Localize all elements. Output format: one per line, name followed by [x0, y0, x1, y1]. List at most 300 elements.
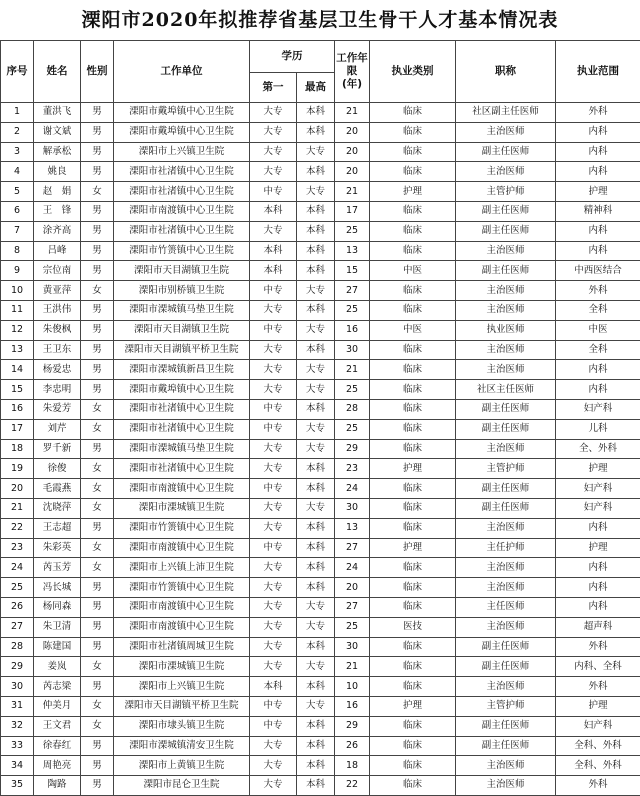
cell-gender: 男 — [81, 578, 114, 598]
cell-seq: 15 — [1, 380, 34, 400]
cell-title: 主治医师 — [456, 578, 556, 598]
cell-scope: 内科 — [556, 518, 640, 538]
cell-unit: 溧阳市天目湖镇平桥卫生院 — [114, 340, 250, 360]
cell-unit: 溧阳市戴埠镇中心卫生院 — [114, 380, 250, 400]
cell-seq: 5 — [1, 182, 34, 202]
cell-gender: 女 — [81, 696, 114, 716]
cell-edu-highest: 本科 — [297, 716, 335, 736]
cell-name: 涂齐高 — [34, 221, 81, 241]
cell-name: 徐春红 — [34, 736, 81, 756]
cell-scope: 内科 — [556, 578, 640, 598]
cell-category: 临床 — [370, 439, 456, 459]
cell-edu-first: 中专 — [250, 419, 297, 439]
cell-title: 主管护师 — [456, 696, 556, 716]
cell-edu-first: 本科 — [250, 677, 297, 697]
cell-seq: 8 — [1, 241, 34, 261]
cell-edu-first: 中专 — [250, 399, 297, 419]
cell-seq: 22 — [1, 518, 34, 538]
cell-name: 宗位南 — [34, 261, 81, 281]
cell-edu-highest: 本科 — [297, 261, 335, 281]
cell-edu-first: 大专 — [250, 103, 297, 123]
table-row — [1, 399, 640, 419]
cell-name: 徐俊 — [34, 459, 81, 479]
cell-title: 副主任医师 — [456, 736, 556, 756]
table-row — [1, 122, 640, 142]
cell-years: 21 — [335, 360, 370, 380]
header-edu-highest: 最高 — [297, 73, 335, 103]
cell-years: 27 — [335, 597, 370, 617]
cell-edu-first: 大专 — [250, 657, 297, 677]
cell-edu-highest: 本科 — [297, 399, 335, 419]
cell-edu-first: 大专 — [250, 756, 297, 776]
table-row — [1, 498, 640, 518]
cell-edu-highest: 本科 — [297, 201, 335, 221]
cell-scope: 护理 — [556, 459, 640, 479]
cell-gender: 女 — [81, 182, 114, 202]
cell-unit: 溧阳市溧城镇马垫卫生院 — [114, 439, 250, 459]
cell-gender: 男 — [81, 360, 114, 380]
table-row — [1, 617, 640, 637]
cell-scope: 内科 — [556, 558, 640, 578]
table-row — [1, 578, 640, 598]
cell-gender: 男 — [81, 320, 114, 340]
cell-title: 主治医师 — [456, 677, 556, 697]
cell-edu-highest: 本科 — [297, 756, 335, 776]
cell-gender: 女 — [81, 281, 114, 301]
cell-scope: 护理 — [556, 538, 640, 558]
cell-title: 主治医师 — [456, 122, 556, 142]
cell-edu-first: 本科 — [250, 261, 297, 281]
cell-gender: 女 — [81, 479, 114, 499]
cell-title: 副主任医师 — [456, 498, 556, 518]
cell-gender: 男 — [81, 103, 114, 123]
cell-edu-highest: 本科 — [297, 538, 335, 558]
cell-gender: 男 — [81, 756, 114, 776]
cell-category: 临床 — [370, 756, 456, 776]
cell-edu-highest: 本科 — [297, 103, 335, 123]
cell-gender: 男 — [81, 736, 114, 756]
cell-seq: 26 — [1, 597, 34, 617]
cell-seq: 31 — [1, 696, 34, 716]
cell-seq: 7 — [1, 221, 34, 241]
cell-edu-highest: 本科 — [297, 736, 335, 756]
cell-title: 主治医师 — [456, 162, 556, 182]
cell-years: 21 — [335, 103, 370, 123]
cell-seq: 1 — [1, 103, 34, 123]
cell-unit: 溧阳市昆仑卫生院 — [114, 776, 250, 796]
cell-edu-first: 大专 — [250, 162, 297, 182]
cell-gender: 男 — [81, 261, 114, 281]
cell-seq: 35 — [1, 776, 34, 796]
cell-edu-first: 大专 — [250, 518, 297, 538]
cell-scope: 内科 — [556, 597, 640, 617]
cell-name: 黄亚萍 — [34, 281, 81, 301]
cell-edu-highest: 本科 — [297, 479, 335, 499]
cell-scope: 内科、全科 — [556, 657, 640, 677]
cell-seq: 17 — [1, 419, 34, 439]
cell-years: 22 — [335, 776, 370, 796]
cell-category: 临床 — [370, 360, 456, 380]
cell-unit: 溧阳市上兴镇上沛卫生院 — [114, 558, 250, 578]
header-years-line1: 工作年 — [336, 52, 368, 64]
cell-gender: 男 — [81, 300, 114, 320]
cell-edu-highest: 本科 — [297, 518, 335, 538]
cell-name: 王志超 — [34, 518, 81, 538]
cell-edu-first: 大专 — [250, 459, 297, 479]
cell-years: 21 — [335, 182, 370, 202]
cell-edu-first: 大专 — [250, 637, 297, 657]
cell-scope: 妇产科 — [556, 716, 640, 736]
cell-name: 王 锋 — [34, 201, 81, 221]
cell-seq: 30 — [1, 677, 34, 697]
cell-category: 临床 — [370, 736, 456, 756]
cell-category: 临床 — [370, 162, 456, 182]
table-row — [1, 142, 640, 162]
cell-edu-first: 大专 — [250, 340, 297, 360]
table-row — [1, 637, 640, 657]
cell-seq: 10 — [1, 281, 34, 301]
cell-edu-first: 大专 — [250, 617, 297, 637]
cell-edu-first: 本科 — [250, 201, 297, 221]
cell-seq: 20 — [1, 479, 34, 499]
cell-name: 董洪飞 — [34, 103, 81, 123]
cell-gender: 男 — [81, 439, 114, 459]
cell-scope: 内科 — [556, 241, 640, 261]
header-category: 执业类别 — [370, 41, 456, 103]
cell-unit: 溧阳市上黄镇卫生院 — [114, 756, 250, 776]
cell-edu-highest: 本科 — [297, 578, 335, 598]
cell-title: 主管护师 — [456, 182, 556, 202]
cell-years: 21 — [335, 657, 370, 677]
cell-name: 朱卫清 — [34, 617, 81, 637]
cell-seq: 28 — [1, 637, 34, 657]
cell-unit: 溧阳市别桥镇卫生院 — [114, 281, 250, 301]
cell-scope: 内科 — [556, 360, 640, 380]
cell-category: 临床 — [370, 479, 456, 499]
cell-category: 中医 — [370, 261, 456, 281]
cell-seq: 6 — [1, 201, 34, 221]
cell-unit: 溧阳市社渚镇中心卫生院 — [114, 221, 250, 241]
cell-gender: 女 — [81, 538, 114, 558]
cell-category: 临床 — [370, 300, 456, 320]
cell-title: 主治医师 — [456, 360, 556, 380]
cell-category: 护理 — [370, 459, 456, 479]
table-row — [1, 479, 640, 499]
cell-edu-highest: 大专 — [297, 281, 335, 301]
cell-edu-highest: 大专 — [297, 182, 335, 202]
cell-years: 29 — [335, 716, 370, 736]
cell-name: 刘芹 — [34, 419, 81, 439]
cell-scope: 全科、外科 — [556, 736, 640, 756]
cell-scope: 全科、外科 — [556, 756, 640, 776]
cell-edu-highest: 本科 — [297, 558, 335, 578]
cell-seq: 27 — [1, 617, 34, 637]
cell-category: 临床 — [370, 142, 456, 162]
cell-title: 主治医师 — [456, 439, 556, 459]
cell-edu-highest: 大专 — [297, 380, 335, 400]
cell-category: 护理 — [370, 538, 456, 558]
cell-years: 23 — [335, 459, 370, 479]
cell-years: 26 — [335, 736, 370, 756]
cell-edu-first: 大专 — [250, 300, 297, 320]
table-row — [1, 459, 640, 479]
cell-unit: 溧阳市溧城镇马垫卫生院 — [114, 300, 250, 320]
cell-seq: 25 — [1, 578, 34, 598]
cell-name: 朱俊枫 — [34, 320, 81, 340]
cell-category: 临床 — [370, 657, 456, 677]
cell-unit: 溧阳市社渚镇周城卫生院 — [114, 637, 250, 657]
table-row — [1, 300, 640, 320]
table-row — [1, 162, 640, 182]
cell-name: 姚良 — [34, 162, 81, 182]
cell-category: 临床 — [370, 419, 456, 439]
cell-edu-highest: 本科 — [297, 122, 335, 142]
cell-years: 28 — [335, 399, 370, 419]
cell-years: 20 — [335, 142, 370, 162]
cell-title: 主任护师 — [456, 538, 556, 558]
cell-unit: 溧阳市社渚镇中心卫生院 — [114, 399, 250, 419]
cell-gender: 女 — [81, 498, 114, 518]
cell-edu-first: 本科 — [250, 241, 297, 261]
cell-years: 25 — [335, 419, 370, 439]
cell-edu-highest: 大专 — [297, 320, 335, 340]
cell-scope: 全科 — [556, 300, 640, 320]
cell-scope: 内科 — [556, 380, 640, 400]
cell-edu-highest: 大专 — [297, 498, 335, 518]
cell-edu-first: 大专 — [250, 122, 297, 142]
cell-name: 仲美月 — [34, 696, 81, 716]
table-row — [1, 221, 640, 241]
cell-edu-highest: 本科 — [297, 221, 335, 241]
cell-unit: 溧阳市戴埠镇中心卫生院 — [114, 122, 250, 142]
cell-gender: 女 — [81, 459, 114, 479]
cell-scope: 外科 — [556, 776, 640, 796]
cell-name: 芮志梁 — [34, 677, 81, 697]
table-row — [1, 201, 640, 221]
header-scope: 执业范围 — [556, 41, 640, 103]
cell-title: 副主任医师 — [456, 201, 556, 221]
cell-gender: 男 — [81, 597, 114, 617]
cell-category: 临床 — [370, 637, 456, 657]
cell-category: 临床 — [370, 241, 456, 261]
cell-years: 24 — [335, 479, 370, 499]
cell-years: 27 — [335, 281, 370, 301]
cell-unit: 溧阳市社渚镇中心卫生院 — [114, 182, 250, 202]
header-gender: 性别 — [81, 41, 114, 103]
cell-seq: 24 — [1, 558, 34, 578]
cell-gender: 男 — [81, 142, 114, 162]
cell-years: 25 — [335, 617, 370, 637]
cell-title: 副主任医师 — [456, 419, 556, 439]
table-row — [1, 538, 640, 558]
table-row — [1, 597, 640, 617]
table-row — [1, 439, 640, 459]
cell-category: 临床 — [370, 380, 456, 400]
table-row — [1, 558, 640, 578]
cell-gender: 男 — [81, 221, 114, 241]
cell-edu-first: 中专 — [250, 182, 297, 202]
cell-edu-first: 中专 — [250, 281, 297, 301]
cell-years: 16 — [335, 320, 370, 340]
cell-edu-highest: 本科 — [297, 241, 335, 261]
cell-category: 护理 — [370, 182, 456, 202]
table-row — [1, 261, 640, 281]
cell-name: 姜岚 — [34, 657, 81, 677]
cell-unit: 溧阳市南渡镇中心卫生院 — [114, 201, 250, 221]
cell-name: 陈建国 — [34, 637, 81, 657]
cell-name: 沈晓萍 — [34, 498, 81, 518]
cell-title: 副主任医师 — [456, 479, 556, 499]
cell-gender: 女 — [81, 399, 114, 419]
cell-gender: 男 — [81, 122, 114, 142]
header-seq: 序号 — [1, 41, 34, 103]
cell-edu-first: 大专 — [250, 776, 297, 796]
cell-title: 主治医师 — [456, 518, 556, 538]
table-row — [1, 518, 640, 538]
cell-unit: 溧阳市竹箦镇中心卫生院 — [114, 578, 250, 598]
cell-edu-first: 中专 — [250, 479, 297, 499]
cell-years: 30 — [335, 498, 370, 518]
cell-years: 13 — [335, 518, 370, 538]
cell-edu-highest: 本科 — [297, 677, 335, 697]
cell-title: 主管护师 — [456, 459, 556, 479]
cell-category: 临床 — [370, 677, 456, 697]
cell-gender: 男 — [81, 776, 114, 796]
cell-name: 谢文斌 — [34, 122, 81, 142]
cell-edu-first: 大专 — [250, 439, 297, 459]
cell-years: 25 — [335, 221, 370, 241]
cell-years: 30 — [335, 637, 370, 657]
cell-scope: 妇产科 — [556, 479, 640, 499]
cell-title: 主治医师 — [456, 617, 556, 637]
cell-edu-first: 大专 — [250, 221, 297, 241]
cell-years: 13 — [335, 241, 370, 261]
cell-name: 王文君 — [34, 716, 81, 736]
cell-unit: 溧阳市天目湖镇卫生院 — [114, 261, 250, 281]
cell-category: 临床 — [370, 399, 456, 419]
cell-name: 王洪伟 — [34, 300, 81, 320]
cell-scope: 护理 — [556, 182, 640, 202]
cell-unit: 溧阳市溧城镇卫生院 — [114, 498, 250, 518]
cell-edu-first: 大专 — [250, 380, 297, 400]
cell-category: 临床 — [370, 103, 456, 123]
cell-gender: 男 — [81, 637, 114, 657]
cell-years: 20 — [335, 122, 370, 142]
cell-seq: 16 — [1, 399, 34, 419]
cell-scope: 外科 — [556, 677, 640, 697]
cell-name: 吕峰 — [34, 241, 81, 261]
cell-title: 副主任医师 — [456, 716, 556, 736]
cell-years: 27 — [335, 538, 370, 558]
cell-gender: 男 — [81, 162, 114, 182]
cell-title: 主任医师 — [456, 597, 556, 617]
cell-years: 10 — [335, 677, 370, 697]
cell-category: 临床 — [370, 498, 456, 518]
cell-gender: 男 — [81, 380, 114, 400]
cell-gender: 女 — [81, 716, 114, 736]
cell-name: 杨同森 — [34, 597, 81, 617]
cell-seq: 33 — [1, 736, 34, 756]
header-years — [335, 41, 370, 103]
cell-seq: 19 — [1, 459, 34, 479]
cell-seq: 23 — [1, 538, 34, 558]
cell-unit: 溧阳市天目湖镇平桥卫生院 — [114, 696, 250, 716]
cell-gender: 男 — [81, 677, 114, 697]
cell-years: 17 — [335, 201, 370, 221]
cell-edu-first: 中专 — [250, 696, 297, 716]
cell-scope: 精神科 — [556, 201, 640, 221]
cell-scope: 内科 — [556, 122, 640, 142]
header-name: 姓名 — [34, 41, 81, 103]
page-title: 溧阳市2020年拟推荐省基层卫生骨干人才基本情况表 — [0, 0, 640, 40]
cell-name: 赵 娟 — [34, 182, 81, 202]
cell-category: 中医 — [370, 320, 456, 340]
table-row — [1, 776, 640, 796]
cell-seq: 21 — [1, 498, 34, 518]
cell-unit: 溧阳市社渚镇中心卫生院 — [114, 162, 250, 182]
header-years-line2: 限 — [347, 65, 358, 77]
cell-unit: 溧阳市南渡镇中心卫生院 — [114, 597, 250, 617]
cell-edu-highest: 大专 — [297, 617, 335, 637]
cell-unit: 溧阳市上兴镇卫生院 — [114, 142, 250, 162]
cell-gender: 女 — [81, 558, 114, 578]
cell-edu-first: 大专 — [250, 498, 297, 518]
cell-edu-first: 中专 — [250, 320, 297, 340]
cell-name: 王卫东 — [34, 340, 81, 360]
table-row — [1, 736, 640, 756]
cell-seq: 3 — [1, 142, 34, 162]
cell-title: 主治医师 — [456, 558, 556, 578]
cell-edu-first: 大专 — [250, 360, 297, 380]
table-row — [1, 340, 640, 360]
cell-scope: 全、外科 — [556, 439, 640, 459]
cell-scope: 妇产科 — [556, 498, 640, 518]
cell-category: 临床 — [370, 281, 456, 301]
cell-years: 15 — [335, 261, 370, 281]
cell-title: 执业医师 — [456, 320, 556, 340]
cell-title: 主治医师 — [456, 300, 556, 320]
cell-seq: 12 — [1, 320, 34, 340]
table-row — [1, 360, 640, 380]
cell-edu-highest: 大专 — [297, 439, 335, 459]
cell-name: 朱彩英 — [34, 538, 81, 558]
cell-edu-highest: 本科 — [297, 162, 335, 182]
cell-category: 临床 — [370, 340, 456, 360]
cell-scope: 护理 — [556, 696, 640, 716]
cell-category: 医技 — [370, 617, 456, 637]
cell-scope: 内科 — [556, 221, 640, 241]
table-row — [1, 677, 640, 697]
table-row — [1, 419, 640, 439]
cell-edu-first: 中专 — [250, 716, 297, 736]
cell-edu-highest: 本科 — [297, 459, 335, 479]
cell-edu-highest: 本科 — [297, 340, 335, 360]
cell-gender: 女 — [81, 419, 114, 439]
cell-edu-highest: 本科 — [297, 637, 335, 657]
cell-title: 主治医师 — [456, 340, 556, 360]
cell-seq: 29 — [1, 657, 34, 677]
table-row — [1, 241, 640, 261]
cell-category: 临床 — [370, 201, 456, 221]
cell-edu-first: 大专 — [250, 578, 297, 598]
cell-edu-highest: 本科 — [297, 776, 335, 796]
cell-edu-first: 大专 — [250, 597, 297, 617]
cell-seq: 34 — [1, 756, 34, 776]
cell-unit: 溧阳市上兴镇卫生院 — [114, 677, 250, 697]
talent-table — [0, 40, 640, 796]
cell-scope: 全科 — [556, 340, 640, 360]
cell-edu-highest: 大专 — [297, 597, 335, 617]
